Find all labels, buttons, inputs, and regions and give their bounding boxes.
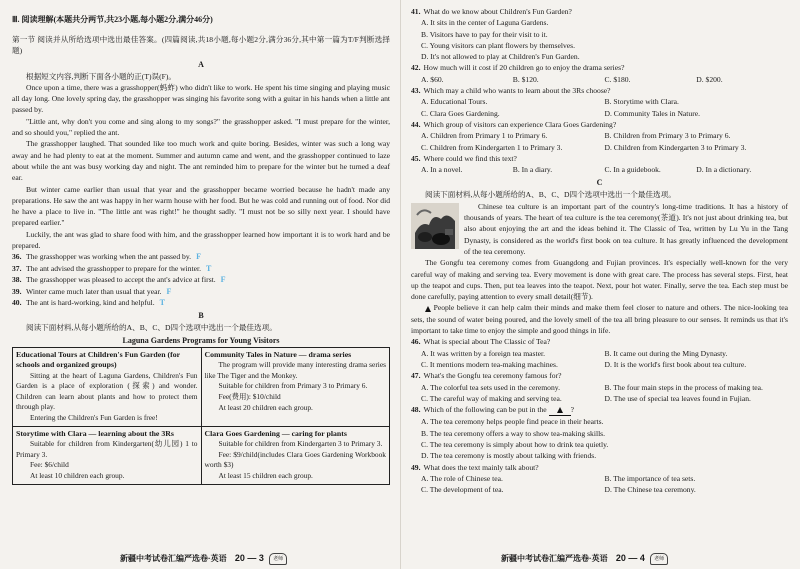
passage-a-paragraph: "Little ant, why don't you come and sing along to my songs?" the grasshopper asked. "I must prepare for the winter, and so should you," replied the ant.	[12, 116, 390, 138]
passage-c-paragraph: People believe it can help calm their minds and make them feel closer to nature and others. The nice-looking tea sets, the sound of water being poured, and the lovely smell of the tea all bring pleasure to our senses. It reminds us that it's important to take time to enjoy the simple and good things in life.	[411, 303, 788, 336]
tf-item: 40. The ant is hard-working, kind and helpful. T	[12, 297, 165, 307]
option: A. The tea ceremony helps people find peace in their hearts.	[421, 417, 604, 427]
option: C. It mentions modern tea-making machines.	[421, 359, 558, 369]
question: 43. Which may a child who wants to learn about the 3Rs choose?	[411, 86, 611, 96]
option: B. The tea ceremony offers a way to show tea-making skills.	[421, 428, 606, 438]
options	[411, 348, 788, 371]
option: B. The importance of tea sets.	[604, 473, 696, 483]
question: 46. What is special about The Classic of Tea?	[411, 337, 551, 347]
question-block	[411, 370, 788, 404]
tea-set-icon	[411, 203, 459, 249]
question-block	[411, 85, 788, 119]
page-number: 20 — 4	[615, 553, 645, 564]
passage-a-instructions: 根据短文内容,判断下面各小题的正(T)误(F)。	[26, 71, 176, 81]
option: A. It was written by a foreign tea master.	[421, 348, 545, 358]
tf-item: 37. The ant advised the grasshopper to prepare for the winter. T	[12, 263, 212, 273]
section1-intro: 第一节 阅读并从所给选项中选出最佳答案。(四篇阅读,共18小题,每小题2分,满分36分,其中第一篇为T/F判断选择题)	[12, 35, 390, 56]
option: A. The role of Chinese tea.	[421, 473, 503, 483]
question-block	[411, 153, 788, 176]
page-footer: 新疆中考试卷汇编严选卷·英语 20 — 3 老师	[120, 553, 287, 565]
answer-blank	[549, 404, 571, 416]
right-page	[400, 0, 800, 569]
answer-mark: F	[196, 252, 201, 262]
option: A. $60.	[421, 74, 444, 84]
option: D. It is the world's first book about tea culture.	[604, 359, 747, 369]
option: C. The development of tea.	[421, 485, 504, 495]
option: C. Young visitors can plant flowers by themselves.	[421, 40, 575, 50]
page-footer: 新疆中考试卷汇编严选卷·英语 20 — 4 老师	[501, 553, 668, 565]
option: C. Clara Goes Gardening.	[421, 108, 500, 118]
blank-triangle-icon	[425, 306, 431, 312]
option: B. It came out during the Ming Dynasty.	[604, 348, 728, 358]
table-cell: Storytime with Clara — learning about the 3Rs Suitable for children from Kindergarten(幼儿园) 1 to Primary 3. Fee: $6/child At least 10 children each group.	[13, 426, 202, 484]
question: 45. Where could we find this text?	[411, 153, 517, 163]
section-title: Ⅲ. 阅读理解(本题共分两节,共23小题,每小题2分,满分46分)	[12, 15, 213, 24]
options	[411, 164, 788, 175]
passage-a-paragraph: Once upon a time, there was a grasshopper(蚂蚱) who didn't like to work. He spent his time singing and playing music all day long. One lovely spring day, the grasshopper was singing his favorite song with a guitar in his hands when a little ant passed by.	[12, 82, 390, 115]
option: D. In a dictionary.	[696, 165, 752, 175]
option: A. Educational Tours.	[421, 97, 488, 107]
question-block	[411, 119, 788, 153]
passage-c-label: C	[596, 178, 603, 188]
option: A. Children from Primary 1 to Primary 6.	[421, 131, 548, 141]
passage-c-paragraph: Chinese tea culture is an important part of the country's long-time traditions. It has a history of thousands of years. The heart of tea culture is the tea ceremony(茶道). It's not just about drinking tea, but also about enjoying the art and the ideas behind it. The Classic of Tea, written by Lu Yu in the Tang Dynasty, is considered as the world's first book on tea culture. It has greatly influenced the development of the tea ceremony.	[464, 201, 788, 256]
question: 42. How much will it cost if 20 children go to enjoy the drama series?	[411, 63, 625, 73]
option: B. In a diary.	[512, 165, 553, 175]
question-block	[411, 62, 788, 85]
table-title: Laguna Gardens Programs for Young Visitors	[122, 335, 280, 345]
option: C. $180.	[604, 74, 631, 84]
question: 49. What does the text mainly talk about?	[411, 462, 539, 472]
passage-b-label: B	[198, 311, 204, 321]
option: B. The four main steps in the process of making tea.	[604, 382, 763, 392]
publisher-logo-icon: 老师	[650, 553, 668, 565]
passage-a-paragraph: But winter came earlier than usual that year and the grasshopper became worried because he hadn't made any preparations. He saw the ant was happy in her warm house with her food. But he was cold and running out of food. Nor did he have a place to live in. "The little ant was right!" he thought sadly. "I must not be so silly next year. I should have prepared earlier."	[12, 184, 390, 228]
option: C. The careful way of making and serving tea.	[421, 393, 562, 403]
table-cell: Clara Goes Gardening — caring for plants Suitable for children from Kindergarten 3 to Primary 3. Fee: $9/child(includes Clara Goes Gardening Workbook worth $3) At least 15 children each group.	[201, 426, 390, 484]
option: B. Visitors have to pay for their visit to it.	[421, 29, 548, 39]
option: B. Children from Primary 3 to Primary 6.	[604, 131, 731, 141]
tf-item: 38. The grasshopper was pleased to accept the ant's advice at first. F	[12, 275, 226, 285]
passage-a-paragraph: The grasshopper laughed. That sounded like too much work and quite boring. Besides, winter was such a long way away and he had plenty to eat at the moment. Summer and autumn came and went, and the grasshopper continued to laze about while the ant was busy working day and night. The ant reminded him to prepare for the winter but he turned a deaf ear.	[12, 139, 390, 183]
tf-item: 39. Winter came much later than usual that year. F	[12, 286, 172, 296]
option: C. In a guidebook.	[604, 165, 661, 175]
option: D. Children from Kindergarten 3 to Primary 3.	[604, 142, 747, 152]
option: D. Community Tales in Nature.	[604, 108, 701, 118]
passage-c-paragraph: The Gongfu tea ceremony comes from Guangdong and Fujian provinces. It's especially well-known for the very careful way of making and serving tea. Every movement is done with great care. The process has several steps. First, heat up the teapot and cups. Then, put tea leaves into the teapot. Next, pour hot water. Finally, serve the tea. Each step must be done carefully, paying attention to every small detail(细节).	[411, 258, 788, 302]
options	[411, 96, 788, 119]
answer-mark: F	[220, 275, 226, 285]
question: 48. Which of the following can be put in the ?	[411, 404, 788, 416]
question-block	[411, 336, 788, 370]
question: 47. What's the Gongfu tea ceremony famous for?	[411, 371, 562, 381]
blank-triangle-icon	[557, 407, 563, 413]
publisher-logo-icon: 老师	[269, 553, 287, 565]
option: A. It sits in the center of Laguna Gardens.	[421, 18, 549, 28]
tf-item: 36. The grasshopper was working when the ant passed by. F	[12, 252, 201, 262]
question-block	[411, 6, 788, 62]
option: D. The use of special tea leaves found in Fujian.	[604, 393, 751, 403]
answer-mark: F	[166, 286, 172, 296]
programs-table	[12, 347, 390, 485]
options	[411, 382, 788, 405]
options	[411, 74, 788, 85]
question: 41. What do we know about Children's Fun Garden?	[411, 7, 572, 16]
option: D. It's not allowed to play at Children's Fun Garden.	[421, 52, 580, 62]
question: 44. Which group of visitors can experience Clara Goes Gardening?	[411, 119, 617, 129]
passage-a-paragraph: Luckily, the ant was glad to share food with him, and the grasshopper learned how important it is to work hard and be prepared.	[12, 229, 390, 251]
option: C. The tea ceremony is simply about how to drink tea quietly.	[421, 439, 609, 449]
question-block	[411, 404, 788, 461]
passage-a-label: A	[198, 59, 204, 69]
tea-ceremony-illustration	[411, 203, 459, 249]
option: D. $200.	[696, 74, 723, 84]
answer-mark: T	[159, 297, 165, 307]
options	[411, 17, 788, 62]
option: C. Children from Kindergarten 1 to Primary 3.	[421, 142, 563, 152]
option: D. The tea ceremony is mostly about talking with friends.	[421, 451, 597, 461]
option: B. $120.	[512, 74, 539, 84]
option: B. Storytime with Clara.	[604, 97, 679, 107]
table-cell: Community Tales in Nature — drama series The program will provide many interesting drama series like The Tiger and the Monkey. Suitable for children from Primary 3 to Primary 6. Fee(费用): $10/child At least 20 children each group.	[201, 347, 390, 426]
option: D. The Chinese tea ceremony.	[604, 485, 696, 495]
options	[411, 130, 788, 153]
tf-list	[12, 251, 390, 308]
options	[411, 416, 788, 461]
options	[411, 473, 788, 496]
option: A. The colorful tea sets used in the ceremony.	[421, 382, 560, 392]
option: A. In a novel.	[421, 165, 463, 175]
table-cell: Educational Tours at Children's Fun Garden (for schools and organized groups) Sitting at the heart of Laguna Gardens, Children's Fun Garden is a place of exploration (探索) and wonder. Children can learn about plants and how to protect them through play. Entering the Children's Fun Garden is free!	[13, 347, 202, 426]
question-block	[411, 462, 788, 496]
page-number: 20 — 3	[234, 553, 264, 564]
passage-b-instructions: 阅读下面材料,从每小题所给的A、B、C、D四个选项中选出一个最佳选项。	[26, 323, 277, 333]
answer-mark: T	[206, 263, 212, 273]
passage-c-instructions: 阅读下面材料,从每小题所给的A、B、C、D四个选项中选出一个最佳选项。	[425, 190, 676, 200]
